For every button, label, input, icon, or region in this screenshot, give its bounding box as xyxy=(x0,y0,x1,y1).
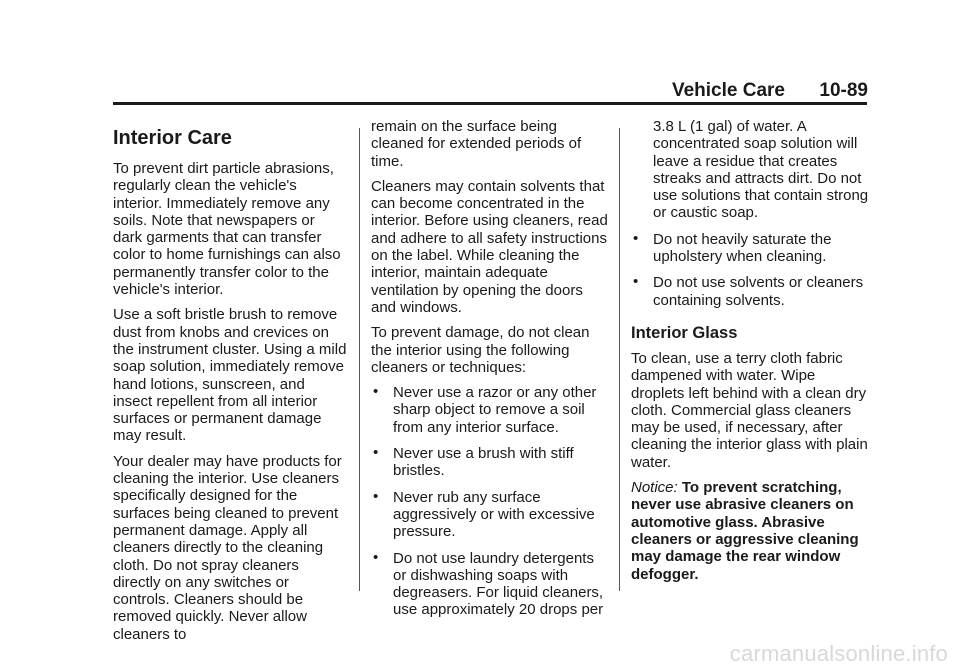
list-item: • Do not heavily saturate the upholstery when cleaning. xyxy=(633,229,832,266)
list-item: • Never rub any surface aggressively or with excessive pressure. xyxy=(373,487,595,541)
column-3 xyxy=(631,118,871,591)
notice-label: Notice: xyxy=(631,479,678,497)
notice xyxy=(631,479,871,583)
bullet-icon: • xyxy=(373,487,379,505)
bullet-icon: • xyxy=(373,444,379,462)
paragraph: To prevent damage, do not clean the interior using the following cleaners or techniques: xyxy=(371,324,590,376)
section-heading-interior-care: Interior Care xyxy=(113,127,232,149)
column-2 xyxy=(371,118,611,628)
header-rule xyxy=(113,102,867,105)
bullet-continuation: 3.8 L (1 gal) of water. A concentrated soap solution will leave a residue that creates streaks and attracts dirt. Do not use solutions that contain strong or caustic soap. xyxy=(653,118,869,222)
paragraph: Cleaners may contain solvents that can become concentrated in the interior. Before using cleaners, read and adhere to all safety instructions on the label. While cleaning the interior, maintain adequate ventilation by opening the doors and windows. xyxy=(371,177,608,316)
list-item: • Do not use solvents or cleaners containing solvents. xyxy=(633,273,864,309)
subheading-interior-glass: Interior Glass xyxy=(631,323,738,342)
watermark: carmanualsonline.info xyxy=(729,641,948,666)
paragraph: remain on the surface being cleaned for extended periods of time. xyxy=(371,118,582,170)
paragraph: Use a soft bristle brush to remove dust from knobs and crevices on the instrument cluster. Using a mild soap solution, immediately remove hand lotions, sunscreen, and insect repellent from all interior surfaces or permanent damage may result. xyxy=(113,306,347,445)
list-item: • Never use a razor or any other sharp object to remove a soil from any interior surface. xyxy=(373,383,597,436)
page-header xyxy=(0,0,960,110)
column-divider-2 xyxy=(619,128,620,591)
section-title: Vehicle Care xyxy=(671,80,785,101)
bullet-list xyxy=(371,384,611,619)
notice-text: To prevent scratching, never use abrasive cleaners on automotive glass. Abrasive cleaners or aggressive cleaning may damage the rear window defogger. xyxy=(631,479,859,583)
list-item: • Never use a brush with stiff bristles. xyxy=(373,444,574,480)
column-1 xyxy=(113,118,347,651)
bullet-list xyxy=(631,231,871,309)
paragraph: To prevent dirt particle abrasions, regularly clean the vehicle's interior. Immediately remove any soils. Note that newspapers or dark garments that can transfer color to home furnishings can also permanently transfer color to the vehicle's interior. xyxy=(113,160,341,299)
paragraph: To clean, use a terry cloth fabric dampened with water. Wipe droplets left behind with a clean dry cloth. Commercial glass cleaners may be used, if necessary, after cleaning the interior glass with plain water. xyxy=(631,349,868,471)
bullet-icon: • xyxy=(633,273,639,291)
bullet-icon: • xyxy=(373,548,379,566)
bullet-icon: • xyxy=(633,229,639,247)
column-divider-1 xyxy=(359,128,360,591)
paragraph: Your dealer may have products for cleaning the interior. Use cleaners specifically designed for the surfaces being cleaned to prevent permanent damage. Apply all cleaners directly to the cleaning cloth. Do not spray cleaners directly on any switches or controls. Cleaners should be removed quickly. Never allow cleaners to xyxy=(113,452,342,643)
list-item: • Do not use laundry detergents or dishwashing soaps with degreasers. For liquid cleaners, use approximately 20 drops per xyxy=(373,548,604,619)
page-number: 10-89 xyxy=(819,80,868,101)
bullet-icon: • xyxy=(373,383,379,401)
